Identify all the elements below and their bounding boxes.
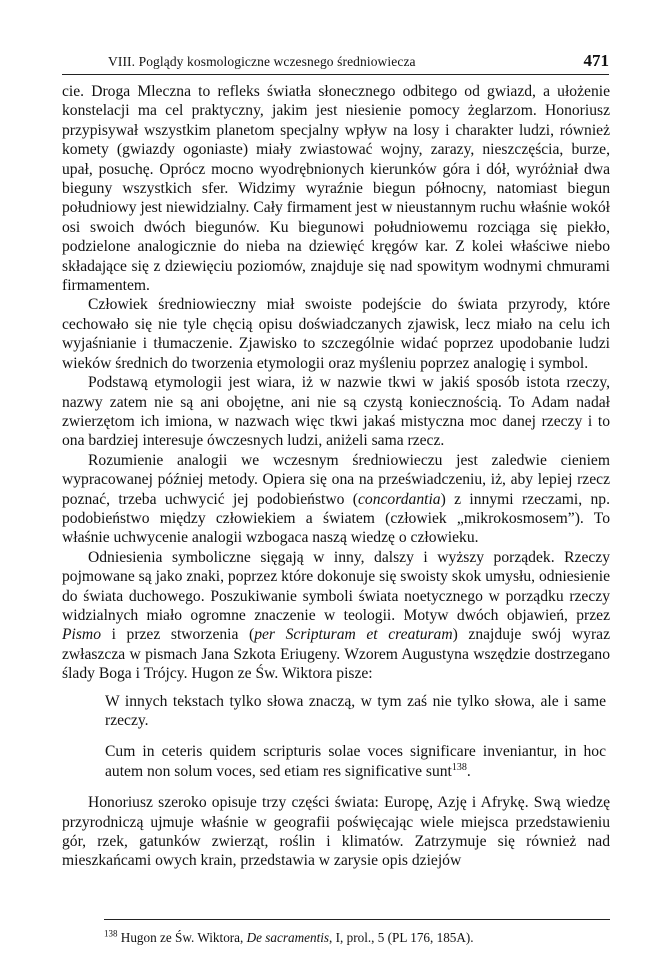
footnote-italic: De sacramentis: [246, 930, 330, 945]
paragraph-4: [62, 451, 610, 548]
paragraph-5-part-c: ) znajduje swój wyraz zwłaszcza w pismach Jana Szkota Eriugeny. Wzorem Augustyna wszędzie dostrzegano ślady Boga i Trójcy. Hugon ze Św. Wiktora pisze:: [62, 626, 610, 683]
paragraph-5-part-a: Odniesienia symboliczne sięgają w inny, dalszy i wyższy porządek. Rzeczy pojmowane są jako znaki, poprzez które dokonuje się swoisty skok umysłu, odniesienie do świata duchowego. Poszukiwanie symboli świata noetycznego w porządku rzeczy widzialnych miało ogromne znaczenie w teologii. Motyw dwóch objawień, przez: [62, 548, 610, 624]
paragraph-5-part-b: i przez stworzenia (: [100, 626, 255, 644]
footnote-ref: 138: [451, 761, 467, 773]
body-text: [62, 82, 610, 871]
running-header: [62, 50, 609, 75]
footnote: [104, 930, 474, 946]
paragraph-5: [62, 548, 610, 684]
quote-latin-text: Cum in ceteris quidem scripturis solae voces significare inveniantur, in hoc autem non solum voces, sed etiam res significative sunt: [105, 743, 606, 780]
paragraph-3: Podstawą etymologii jest wiara, iż w nazwie tkwi w jakiś sposób istota rzeczy, nazwy zatem nie są ani obojętne, ani nie są czystą koniecznością. To Adam nadał zwierzętom ich imiona, w nazwach więc tkwi jakaś mistyczna moc danej rzeczy i to ona bardziej interesuje ówczesnych ludzi, aniżeli sama rzecz.: [62, 374, 610, 450]
footnote-text-b: , I, prol., 5 (PL 176, 185A).: [329, 930, 474, 945]
paragraph-4-part-b: ) z innymi rzeczami, np. podobieństwo między człowiekiem a światem (człowiek „mikrokosmosem”). To właśnie uchwycenie analogii wzbogaca naszą wiedzę o człowieku.: [62, 490, 610, 547]
quote-latin: Cum in ceteris quidem scripturis solae voces significare inveniantur, in hoc autem non solum voces, sed etiam res significative sunt$^{138}$.: [105, 743, 606, 780]
paragraph-6: Honoriusz szeroko opisuje trzy części świata: Europę, Azję i Afrykę. Swą wiedzę przyrodniczą ujmuje właśnie w geografii poświęcając wiele miejsca przedstawieniu gór, rzek, gatunków zwierząt, roślin i klimatów. Zatrzymuje się również nad mieszkańcami owych krain, przedstawia w zarysie opis dziejów: [62, 794, 610, 870]
quote-polish: W innych tekstach tylko słowa znaczą, w tym zaś nie tylko słowa, ale i same rzeczy.: [105, 692, 606, 729]
block-quote: [62, 692, 610, 782]
footnote-rule: [104, 919, 610, 920]
paragraph-1: cie. Droga Mleczna to refleks światła słonecznego odbitego od gwiazd, a ułożenie konstelacji ma cel praktyczny, jakim jest niesienie pomocy żeglarzom. Honoriusz przypisywał wszystkim planetom specjalny wpływ na losy i charakter ludzi, również komety (gwiazdy ogoniaste) miały zwiastować wojny, zarazy, nieszczęścia, burze, upał, posuchę. Oprócz mocno wyodrębnionych kierunków góra i dół, wyróżniał dwa bieguny wszystkich sfer. Widzimy wyraźnie biegun północny, natomiast biegun południowy jest niewidzialny. Cały firmament jest w nieustannym ruchu właśnie wokół osi swoich dwóch biegunów. Ku biegunowi południowemu rozciąga się piekło, podzielone analogicznie do nieba na dziewięć kręgów kar. Z kolei właściwe niebo składające się z dziewięciu poziomów, znajduje się nad spowitym wodnymi chmurami firmamentem.: [62, 83, 610, 295]
paragraph-2: Człowiek średniowieczny miał swoiste podejście do świata przyrody, które cechowało się nie tyle chęcią opisu doświadczanych zjawisk, lecz miało na celu ich wyjaśnianie i tłumaczenie. Zjawisko to szczególnie widać poprzez upodobanie ludzi wieków średnich do tworzenia etymologii oraz myśleniu poprzez analogię i symbol.: [62, 296, 610, 372]
paragraph-5-italic-2: per Scripturam et creaturam: [254, 626, 453, 644]
paragraph-4-part-a: Rozumienie analogii we wczesnym średniowieczu jest zaledwie cieniem wypracowanej później metody. Opiera się ona na przeświadczeniu, iż, aby lepiej rzecz poznać, trzeba uchwycić jej podobieństwo (: [62, 451, 610, 508]
paragraph-5-italic-1: Pismo: [62, 626, 101, 644]
page-number: 471: [583, 51, 609, 70]
footnote-number: 138: [104, 928, 118, 939]
chapter-title: VIII. Poglądy kosmologiczne wczesnego średniowiecza: [108, 54, 416, 69]
paragraph-4-italic: concordantia: [358, 490, 441, 508]
footnote-text-a: Hugon ze Św. Wiktora,: [117, 930, 247, 945]
